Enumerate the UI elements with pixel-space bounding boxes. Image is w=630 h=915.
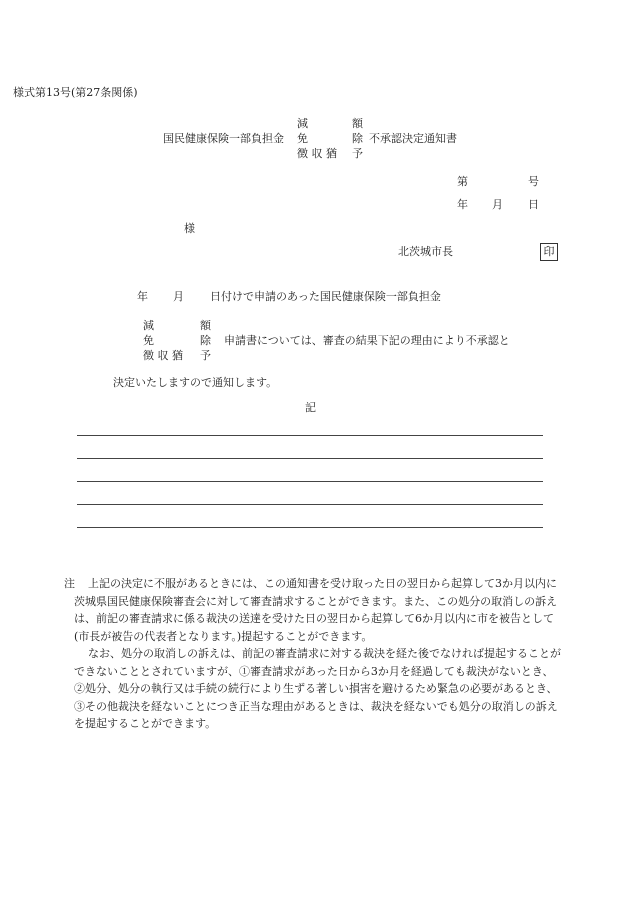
number-suffix: 号 (528, 175, 539, 188)
issuer: 北茨城市長 (398, 245, 453, 258)
body-line1: 日付けで申請のあった国民健康保険一部負担金 (210, 290, 441, 303)
body-year: 年 (137, 290, 148, 303)
body-option-exclude: 除 (200, 334, 211, 347)
reason-line (77, 504, 543, 505)
title-option-amount: 額 (352, 117, 363, 130)
form-number: 様式第13号(第27条関係) (13, 86, 138, 99)
reason-line (77, 481, 543, 482)
title-prefix: 国民健康保険一部負担金 (163, 132, 284, 145)
body-option-exempt: 免 (143, 334, 154, 347)
title-option-exclude: 除 (352, 132, 363, 145)
reason-line (77, 527, 543, 528)
body-line3: 決定いたしますので通知します。 (113, 376, 278, 389)
number-prefix: 第 (457, 175, 468, 188)
note-label: 注 (64, 577, 75, 590)
note-paragraph-2: なお、処分の取消しの訴えは、前記の審査請求に対する裁決を経た後でなければ提起することができないこととされていますが、①審査請求があった日から3か月を経過しても裁決がないとき、②処分、処分の執行又は手続の続行により生ずる著しい損害を避けるため緊急の必要があるとき、③その他裁決を経ないことにつき正当な理由があるときは、裁決を経ないでも処分の取消しの訴えを提起することができます。 (74, 647, 561, 730)
body-option-reduce: 減 (143, 319, 154, 332)
body-option-defer: 徴 収 猶 (143, 349, 183, 362)
title-option-exempt: 免 (297, 132, 308, 145)
title-suffix: 不承認決定通知書 (369, 132, 457, 145)
body-option-amount: 額 (200, 319, 211, 332)
ki-heading: 記 (305, 401, 316, 414)
reason-line (77, 435, 543, 436)
body-option-defer-end: 予 (200, 349, 211, 362)
seal-mark: 印 (540, 243, 558, 261)
title-option-reduce: 減 (297, 117, 308, 130)
date-day: 日 (528, 198, 539, 211)
note-paragraph-1: 上記の決定に不服があるときには、この通知書を受け取った日の翌日から起算して3か月以内に茨城県国民健康保険審査会に対して審査請求することができます。また、この処分の取消しの訴えは、前記の審査請求に係る裁決の送達を受けた日の翌日から起算して6か月以内に市を被告として(市長が被告の代表者となります。)提起することができます。 (74, 577, 558, 643)
title-option-defer: 徴 収 猶 (297, 147, 337, 160)
addressee-suffix: 様 (184, 222, 195, 235)
date-year: 年 (457, 198, 468, 211)
date-month: 月 (492, 198, 503, 211)
body-line2: 申請書については、審査の結果下記の理由により不承認と (224, 334, 510, 347)
note-body (64, 575, 564, 733)
body-month: 月 (173, 290, 184, 303)
title-option-defer-end: 予 (352, 147, 363, 160)
reason-line (77, 458, 543, 459)
